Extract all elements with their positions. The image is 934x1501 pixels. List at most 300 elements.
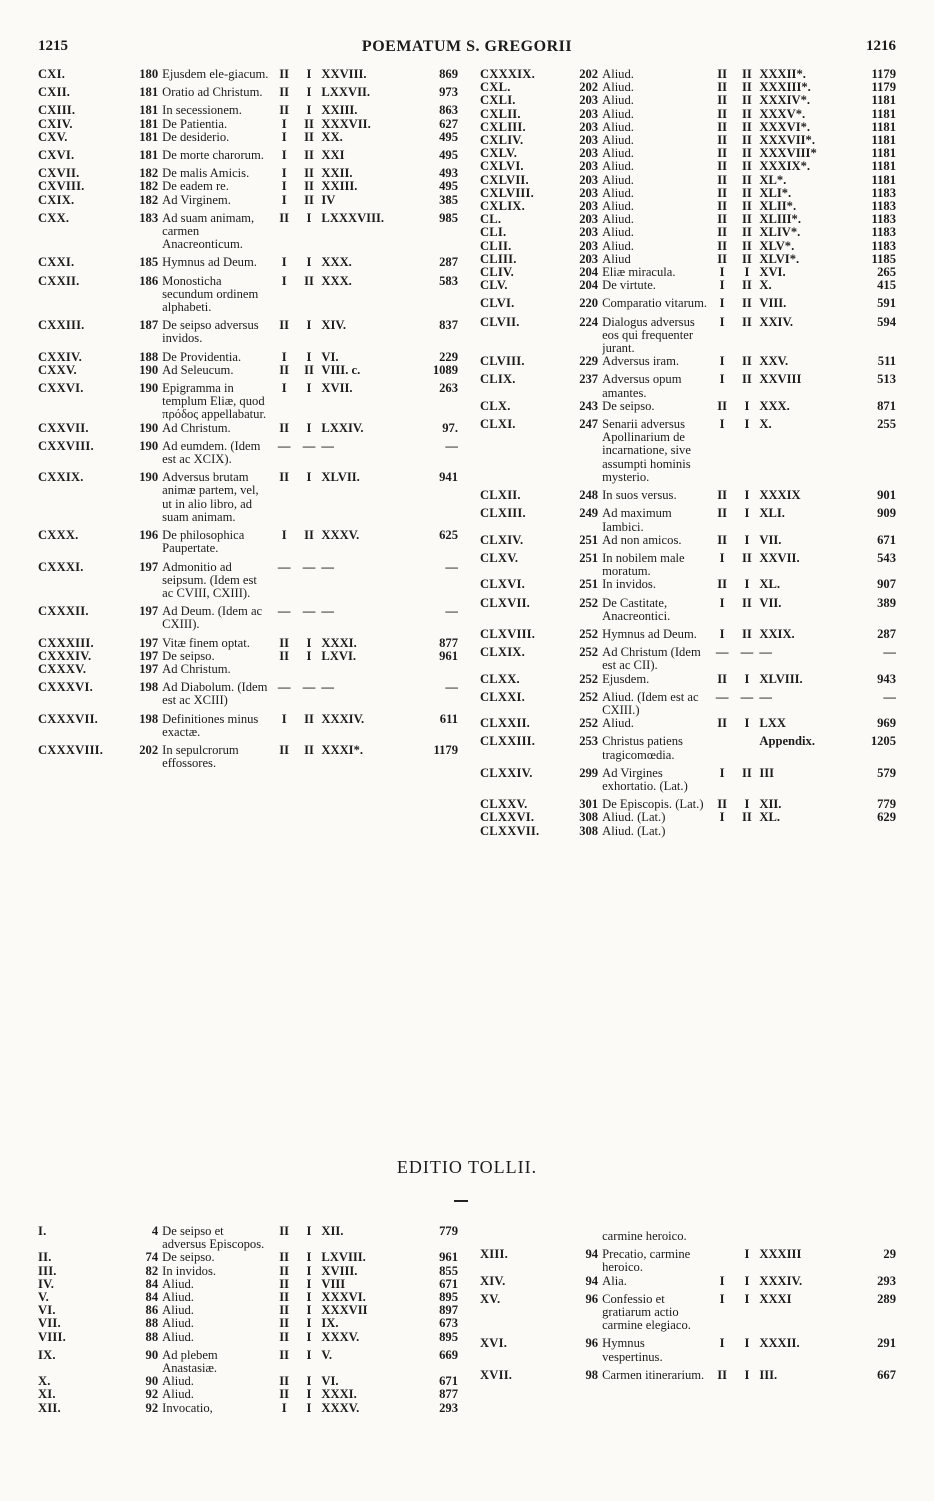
poem-title: De morte charorum. — [162, 148, 264, 163]
poem-number: CXLIV. — [480, 134, 524, 148]
poem-title: De seipso et adversus Episcopos. — [162, 1225, 265, 1252]
column-number: 82 — [145, 1264, 159, 1278]
migne-column: 579 — [877, 765, 896, 780]
poem-number: CXLVI. — [480, 160, 524, 174]
carmen-number: XXXV. — [321, 1330, 360, 1344]
migne-column: 1179 — [871, 68, 896, 81]
carmen-number: XXVIII. — [321, 68, 367, 81]
table-row — [480, 717, 896, 730]
section: I — [306, 349, 312, 364]
table-row — [38, 466, 458, 524]
poem-number: CLXIII. — [480, 506, 526, 521]
migne-column: 263 — [439, 381, 458, 396]
migne-column: 291 — [877, 1336, 896, 1351]
table-row — [480, 200, 896, 213]
section: I — [306, 1304, 312, 1318]
section: I — [306, 1291, 312, 1305]
section: II — [742, 372, 752, 387]
migne-column: 1183 — [871, 213, 896, 227]
poem-title: Ad Diabolum. (Idem est ac XCIII) — [162, 680, 268, 708]
section: I — [306, 1277, 312, 1291]
book: II — [279, 1251, 290, 1265]
carmen-number: VIII. c. — [321, 363, 361, 377]
migne-column: 495 — [439, 148, 458, 163]
migne-column: 594 — [877, 314, 896, 329]
poem-title: Monosticha secundum ordinem alphabeti. — [162, 273, 259, 315]
carmen-number — [321, 663, 406, 676]
carmen-number: XII. — [321, 1225, 344, 1238]
section: I — [306, 85, 312, 100]
book: I — [281, 273, 287, 288]
table-row — [38, 556, 458, 601]
poem-title: Ad Virgines exhortatio. (Lat.) — [602, 765, 688, 793]
section — [735, 730, 760, 761]
table-row — [38, 1375, 458, 1388]
carmen-number: XXXI. — [321, 1388, 357, 1402]
poem-number: CLVIII. — [480, 355, 525, 369]
migne-column: 877 — [439, 1388, 458, 1402]
book: I — [281, 180, 287, 194]
poem-number: CXXI. — [38, 255, 75, 270]
column-number: 183 — [139, 210, 159, 225]
column-number: 94 — [585, 1247, 599, 1262]
table-row — [38, 162, 458, 180]
poem-number: CXXVII. — [38, 421, 89, 435]
book: I — [281, 117, 287, 131]
poem-number: IX. — [38, 1347, 56, 1362]
carmen-number: XXXVII*. — [759, 134, 815, 148]
column-number: 84 — [145, 1277, 159, 1291]
carmen-number: — — [759, 645, 772, 660]
table-row — [480, 623, 896, 641]
poem-number: XI. — [38, 1388, 56, 1402]
table-row — [480, 1230, 896, 1243]
poem-number: CXXIII. — [38, 318, 85, 333]
poem-number: CXIX. — [38, 193, 75, 207]
table-row — [480, 134, 896, 147]
section: II — [742, 200, 752, 214]
column-number: 181 — [139, 130, 159, 144]
carmen-number: IV — [321, 193, 336, 207]
table-row — [38, 739, 458, 770]
migne-column: 895 — [439, 1291, 458, 1305]
book: II — [717, 213, 728, 227]
carmen-number: XX. — [321, 130, 343, 144]
book: I — [281, 711, 287, 726]
migne-column: 293 — [439, 1401, 458, 1415]
migne-column: 1181 — [871, 147, 896, 161]
poem-title: Aliud. — [602, 239, 634, 253]
column-number: 203 — [579, 213, 599, 227]
poem-number: XIII. — [480, 1247, 508, 1262]
section: I — [306, 1347, 312, 1362]
table-row — [38, 131, 458, 144]
column-number: 308 — [579, 811, 599, 825]
book: II — [717, 173, 728, 187]
poem-number: CLX. — [480, 399, 511, 413]
table-row — [480, 253, 896, 266]
section: I — [744, 399, 750, 413]
poem-title: Adversus brutam animæ partem, vel, ut in alio libro, ad suam animam. — [162, 470, 259, 524]
poem-title: Aliud. — [162, 1317, 194, 1331]
migne-column: 493 — [439, 166, 458, 181]
column-number: 202 — [139, 742, 159, 757]
migne-column: 897 — [439, 1304, 458, 1318]
book: I — [281, 148, 287, 163]
column-number: 203 — [579, 120, 599, 134]
section: — — [302, 559, 316, 574]
migne-column: — — [445, 559, 458, 574]
migne-column: 877 — [439, 635, 458, 650]
column-number: 96 — [585, 1291, 599, 1306]
book: II — [279, 1291, 290, 1305]
poem-number: CLII. — [480, 239, 512, 253]
carmen-number: VII. — [759, 595, 782, 610]
carmen-number: VI. — [321, 349, 339, 364]
migne-column: — — [445, 438, 458, 453]
carmen-number: XLIII*. — [759, 213, 802, 227]
carmen-number: LXXIV. — [321, 421, 364, 435]
migne-column: — — [445, 604, 458, 619]
table-row — [480, 1364, 896, 1382]
migne-column: 669 — [439, 1347, 458, 1362]
section: I — [306, 421, 312, 435]
carmen-number: XXIII. — [321, 103, 358, 118]
section: I — [744, 533, 750, 547]
carmen-number: XIV. — [321, 318, 347, 333]
book — [710, 730, 735, 761]
book: I — [281, 528, 287, 543]
poem-title: De malis Amicis. — [162, 166, 250, 181]
carmen-number: XXXIV. — [759, 1274, 803, 1288]
poem-number: CLXXV. — [480, 797, 528, 812]
book: I — [719, 595, 725, 610]
book: II — [279, 318, 290, 333]
book: I — [719, 1336, 725, 1351]
table-row — [480, 355, 896, 368]
poem-title: Confessio et gratiarum actio carmine elegiaco. — [602, 1291, 691, 1333]
poem-title: Hymnus ad Deum. — [162, 255, 257, 270]
poem-number: CLXI. — [480, 417, 516, 432]
poem-title: Invocatio, — [162, 1401, 213, 1415]
column-number: 182 — [139, 193, 159, 207]
book: II — [717, 239, 728, 253]
column-number: 185 — [139, 255, 159, 270]
carmen-number: — — [321, 680, 334, 695]
book: I — [719, 811, 725, 825]
poem-title: Ad eumdem. (Idem est ac XCIX). — [162, 438, 261, 467]
book — [710, 825, 735, 838]
column-number: 229 — [579, 355, 599, 369]
poem-title: Epigramma in templum Eliæ, quod πρόδος appellabatur. — [162, 381, 267, 422]
section: II — [742, 765, 752, 780]
carmen-number: Appendix. — [759, 734, 816, 749]
poem-title: In sepulcrorum effossores. — [162, 742, 239, 771]
column-number: 203 — [579, 252, 599, 266]
carmen-number: X. — [759, 417, 772, 432]
carmen-number: XLIV*. — [759, 226, 801, 240]
poem-number: XVII. — [480, 1367, 513, 1382]
table-row — [480, 147, 896, 160]
column-number: 224 — [579, 314, 599, 329]
column-number: 188 — [139, 349, 159, 364]
carmen-number: X. — [759, 279, 772, 293]
column-number: 88 — [145, 1317, 159, 1331]
poem-title: Ejusdem ele-giacum. — [162, 68, 269, 81]
column-number: 181 — [139, 103, 159, 118]
book: II — [279, 85, 290, 100]
table-row — [480, 811, 896, 824]
book: II — [717, 200, 728, 214]
column-number: 186 — [139, 273, 159, 288]
poem-title: De seipso. — [162, 649, 215, 663]
carmen-number: XLVIII. — [759, 672, 803, 686]
poem-title: Aliud. — [162, 1330, 194, 1344]
book: II — [279, 421, 290, 435]
migne-column: 1183 — [871, 200, 896, 214]
carmen-number: XXXII*. — [759, 68, 806, 81]
column-number: 94 — [585, 1274, 599, 1288]
section: — — [740, 689, 754, 704]
column-number: 182 — [139, 166, 159, 181]
table-row — [480, 240, 896, 253]
carmen-number: LXVI. — [321, 649, 357, 663]
poem-title: Hymnus ad Deum. — [602, 626, 697, 641]
book: I — [281, 349, 287, 364]
section: I — [306, 649, 312, 663]
book: II — [279, 742, 290, 757]
poem-number: CLVI. — [480, 296, 515, 311]
column-number: 96 — [585, 1336, 599, 1351]
section: II — [742, 107, 752, 121]
table-row — [480, 187, 896, 200]
poem-number: VI. — [38, 1304, 56, 1318]
table-row — [480, 730, 896, 761]
book: II — [279, 649, 290, 663]
poem-title: Dialogus adversus eos qui frequenter jurant. — [602, 314, 695, 356]
carmen-number: XXXI — [759, 1291, 792, 1306]
table-row — [480, 502, 896, 533]
poem-title: Ad plebem Anastasiæ. — [162, 1347, 218, 1376]
carmen-number: V. — [321, 1347, 333, 1362]
column-number: 247 — [579, 417, 599, 432]
section: I — [744, 797, 750, 812]
poem-title: Ad Christum. — [162, 421, 231, 435]
migne-column: 513 — [877, 372, 896, 387]
poem-number: CXXXI. — [38, 559, 84, 574]
book: — — [715, 645, 729, 660]
carmen-number: XXXV. — [321, 1401, 360, 1415]
poem-number: I. — [38, 1225, 47, 1238]
migne-column: 671 — [439, 1277, 458, 1291]
migne-column: 229 — [439, 349, 458, 364]
book: I — [719, 626, 725, 641]
poem-number: CLXIV. — [480, 533, 524, 547]
section: II — [742, 120, 752, 134]
migne-column: 415 — [877, 279, 896, 293]
poem-number: CXXII. — [38, 273, 80, 288]
book — [710, 1243, 735, 1274]
book: II — [717, 186, 728, 200]
page-number-right: 1216 — [866, 38, 896, 54]
section: II — [742, 213, 752, 227]
column-number: 251 — [579, 550, 599, 565]
carmen-number: XXXV*. — [759, 107, 806, 121]
section: — — [740, 645, 754, 660]
column-number: 249 — [579, 506, 599, 521]
carmen-number: — — [321, 438, 334, 453]
migne-column: 1181 — [871, 107, 896, 121]
section: II — [742, 94, 752, 108]
book: I — [281, 1401, 287, 1415]
table-row — [38, 1225, 458, 1251]
poem-number: CXXIX. — [38, 470, 84, 485]
poem-number: CXXXII. — [38, 604, 89, 619]
carmen-number: LXVIII. — [321, 1251, 366, 1265]
carmen-number: XXXVI. — [321, 1291, 366, 1305]
table-row — [480, 160, 896, 173]
book: I — [719, 266, 725, 280]
book: I — [719, 314, 725, 329]
poem-number: CXXXVII. — [38, 711, 99, 726]
column-number: 204 — [579, 266, 599, 280]
column-number: 4 — [151, 1225, 159, 1238]
migne-column: 941 — [439, 470, 458, 485]
column-number: 84 — [145, 1291, 159, 1305]
poem-title: In secessionem. — [162, 103, 242, 118]
poem-number: CLI. — [480, 226, 507, 240]
poem-number: CXVIII. — [38, 180, 85, 194]
column-number: 252 — [579, 645, 599, 660]
book: II — [279, 635, 290, 650]
migne-column: 1183 — [871, 226, 896, 240]
column-number: 203 — [579, 239, 599, 253]
column-number: 252 — [579, 689, 599, 704]
table-row — [480, 279, 896, 292]
poem-title: In invidos. — [602, 578, 656, 592]
migne-column — [406, 663, 458, 676]
migne-column: 1183 — [871, 186, 896, 200]
carmen-number: XXXVI*. — [759, 120, 811, 134]
book: II — [717, 533, 728, 547]
section: I — [744, 1367, 750, 1382]
poem-title: De seipso adversus invidos. — [162, 318, 259, 346]
poem-title: Alia. — [602, 1274, 627, 1288]
poem-title: Ejusdem. — [602, 672, 650, 686]
migne-column: 961 — [439, 649, 458, 663]
poem-title: Aliud. — [602, 200, 634, 214]
section: I — [306, 210, 312, 225]
section: I — [306, 318, 312, 333]
section: I — [306, 1330, 312, 1344]
column-number: 190 — [139, 381, 159, 396]
poem-number: III. — [38, 1264, 57, 1278]
poem-title: Aliud. — [602, 186, 634, 200]
table-row — [480, 793, 896, 811]
poem-title: De desiderio. — [162, 130, 230, 144]
poem-number: CXLV. — [480, 147, 518, 161]
column-number: 182 — [139, 180, 159, 194]
book: II — [279, 1375, 290, 1389]
migne-column — [848, 1230, 896, 1243]
table-row — [480, 825, 896, 838]
poem-number: CLIV. — [480, 266, 515, 280]
migne-column: 985 — [439, 210, 458, 225]
poem-number: XV. — [480, 1291, 501, 1306]
book: II — [717, 226, 728, 240]
section — [297, 663, 322, 676]
table-row — [480, 226, 896, 239]
column-number: 86 — [145, 1304, 159, 1318]
table-row — [38, 1304, 458, 1317]
poem-title: Aliud. — [162, 1388, 194, 1402]
table-row — [38, 708, 458, 739]
poem-number: CXXXIV. — [38, 649, 92, 663]
column-number: 92 — [145, 1388, 159, 1402]
poem-number: CLXX. — [480, 672, 520, 686]
column-number: 190 — [139, 438, 159, 453]
migne-column: 543 — [877, 550, 896, 565]
carmen-number: XXIX. — [759, 626, 795, 641]
carmen-number: IX. — [321, 1317, 339, 1331]
section: II — [742, 550, 752, 565]
table-row — [480, 266, 896, 279]
migne-column: 901 — [877, 488, 896, 503]
poem-title: Ad Christum. — [162, 662, 231, 676]
section: II — [742, 173, 752, 187]
poem-number: CLXXIII. — [480, 734, 536, 749]
table-row — [38, 68, 458, 81]
column-number: 202 — [579, 81, 599, 95]
column-number: 180 — [139, 68, 159, 81]
book: I — [719, 372, 725, 387]
column-number: 197 — [139, 604, 159, 619]
section: I — [744, 506, 750, 521]
poem-number: CXLIX. — [480, 200, 525, 214]
book: II — [717, 1367, 728, 1382]
migne-column: — — [883, 645, 896, 660]
table-row — [38, 1251, 458, 1264]
table-row — [480, 762, 896, 793]
migne-column: 1183 — [871, 239, 896, 253]
book: I — [719, 1291, 725, 1306]
book: II — [279, 1277, 290, 1291]
section: II — [742, 147, 752, 161]
table-row — [480, 174, 896, 187]
book: II — [717, 94, 728, 108]
column-number: 299 — [579, 765, 599, 780]
book: II — [717, 107, 728, 121]
poem-title: Adversus opum amantes. — [602, 372, 682, 400]
book: II — [279, 103, 290, 118]
poem-title: In nobilem male moratum. — [602, 550, 685, 579]
poem-title: De Providentia. — [162, 349, 242, 364]
migne-column: 495 — [439, 130, 458, 144]
poem-number: CLXVI. — [480, 578, 525, 592]
poem-title: Ad Virginem. — [162, 193, 231, 207]
section: I — [744, 1336, 750, 1351]
migne-column: 871 — [877, 399, 896, 413]
section: I — [306, 1264, 312, 1278]
poem-number: CXXVIII. — [38, 438, 94, 453]
book: II — [717, 134, 728, 148]
migne-column: 1179 — [433, 742, 458, 757]
carmen-number — [759, 825, 848, 838]
book: I — [719, 1274, 725, 1288]
poem-title: Aliud. — [162, 1304, 194, 1318]
poem-number: CLVII. — [480, 314, 520, 329]
migne-column: 29 — [883, 1247, 896, 1262]
